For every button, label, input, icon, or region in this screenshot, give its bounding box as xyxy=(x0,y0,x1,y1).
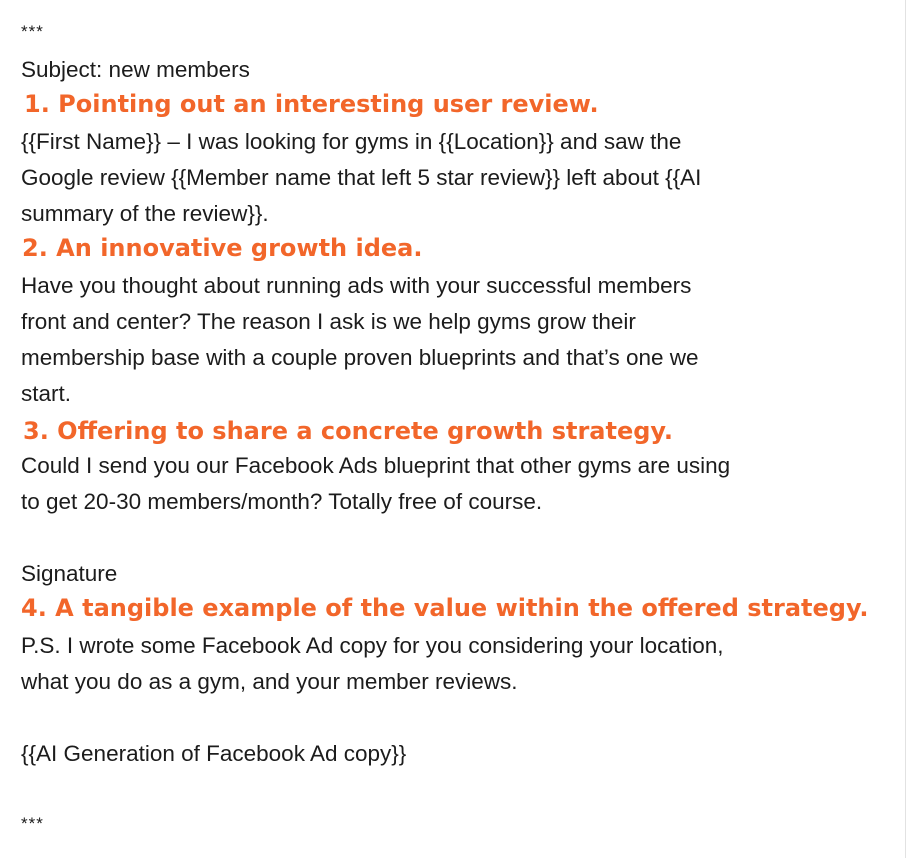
body-line: Google review {{Member name that left 5 star review}} left about {{AI xyxy=(21,165,702,190)
body-line: what you do as a gym, and your member reviews. xyxy=(21,669,518,694)
separator-top: *** xyxy=(21,22,44,41)
body-line: P.S. I wrote some Facebook Ad copy for you considering your location, xyxy=(21,633,724,658)
ai-placeholder-line: {{AI Generation of Facebook Ad copy}} xyxy=(21,741,407,766)
body-line: to get 20-30 members/month? Totally free of course. xyxy=(21,489,543,514)
annotation-heading-3: 3. Offering to share a concrete growth strategy. xyxy=(23,417,673,445)
body-line: Could I send you our Facebook Ads blueprint that other gyms are using xyxy=(21,453,731,478)
body-line: summary of the review}}. xyxy=(21,201,269,226)
body-line: Have you thought about running ads with your successful members xyxy=(21,273,692,298)
body-line: front and center? The reason I ask is we help gyms grow their xyxy=(21,309,636,334)
body-line: membership base with a couple proven blueprints and that’s one we xyxy=(21,345,699,370)
body-line: start. xyxy=(21,381,72,406)
signature-line: Signature xyxy=(21,561,118,586)
annotation-heading-4: 4. A tangible example of the value within the offered strategy. xyxy=(21,594,869,622)
separator-bottom: *** xyxy=(21,814,44,833)
subject-line: Subject: new members xyxy=(21,57,250,82)
annotation-heading-2: 2. An innovative growth idea. xyxy=(22,234,423,262)
annotation-heading-1: 1. Pointing out an interesting user review. xyxy=(24,90,599,118)
body-line: {{First Name}} – I was looking for gyms in {{Location}} and saw the xyxy=(21,129,682,154)
